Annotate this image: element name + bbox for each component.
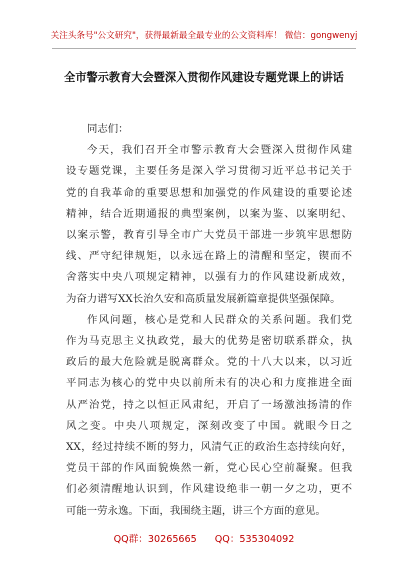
header-divider xyxy=(52,48,356,49)
paragraph-line: 为奋力谱写XX长治久安和高质量发展新篇章提供坚强保障。 xyxy=(66,292,341,305)
paragraph-line: 设专题党课，主要任务是深入学习贯彻习近平总书记关于 xyxy=(66,165,352,178)
document-body xyxy=(66,119,352,522)
paragraph-line: 可能一劳永逸。下面，我围绕主题，讲三个方面的意见。 xyxy=(66,504,326,517)
document-title: 全市警示教育大会暨深入贯彻作风建设专题党课上的讲话 xyxy=(64,70,344,84)
salutation: 同志们： xyxy=(87,123,129,135)
paragraph-line: 今天，我们召开全市警示教育大会暨深入贯彻作风建 xyxy=(87,144,352,157)
paragraph-line: 平同志为核心的党中央以前所未有的决心和力度推进全面 xyxy=(66,377,352,390)
paragraph-line: 线、严守纪律规矩，以永远在路上的清醒和坚定，锲而不 xyxy=(66,250,352,263)
paragraph-line: XX，经过持续不断的努力，风清气正的政治生态持续向好， xyxy=(66,441,352,454)
paragraph-line: 风之变。中央八项规定，深刻改变了中国。就眼今日之 xyxy=(66,419,352,432)
paragraph-2 xyxy=(66,310,352,522)
paragraph-line: 党员干部的作风面貌焕然一新，党心民心空前凝聚。但我 xyxy=(66,462,352,475)
footer-qq-group: QQ群：30265665 xyxy=(113,534,197,545)
footer-contact xyxy=(0,533,408,546)
paragraph-line: 政后的最大危险就是脱离群众。党的十八大以来，以习近 xyxy=(66,356,352,369)
paragraph-line: 党的自我革命的重要思想和加强党的作风建设的重要论述 xyxy=(66,186,352,199)
paragraph-1 xyxy=(66,140,352,310)
paragraph-line: 精神，结合近期通报的典型案例，以案为鉴、以案明纪、 xyxy=(66,207,352,220)
paragraph-line: 舍落实中央八项规定精神，以强有力的作风建设新成效， xyxy=(66,271,352,284)
header-promo-note: 关注头条号"公文研究"，获得最新最全最专业的公文资料库！ 微信：gongwenyj xyxy=(50,31,358,41)
paragraph-line: 作为马克思主义执政党，最大的优势是密切联系群众，执 xyxy=(66,335,352,348)
footer-qq-number: QQ：535304092 xyxy=(214,534,295,545)
paragraph-line: 们必须清醒地认识到，作风建设绝非一朝一夕之功，更不 xyxy=(66,483,352,496)
paragraph-line: 从严治党，持之以恒正风肃纪，开启了一场激浊扬清的作 xyxy=(66,398,352,411)
paragraph-line: 作风问题，核心是党和人民群众的关系问题。我们党 xyxy=(87,313,352,326)
paragraph-line: 以案示警，教育引导全市广大党员干部进一步筑牢思想防 xyxy=(66,229,352,242)
